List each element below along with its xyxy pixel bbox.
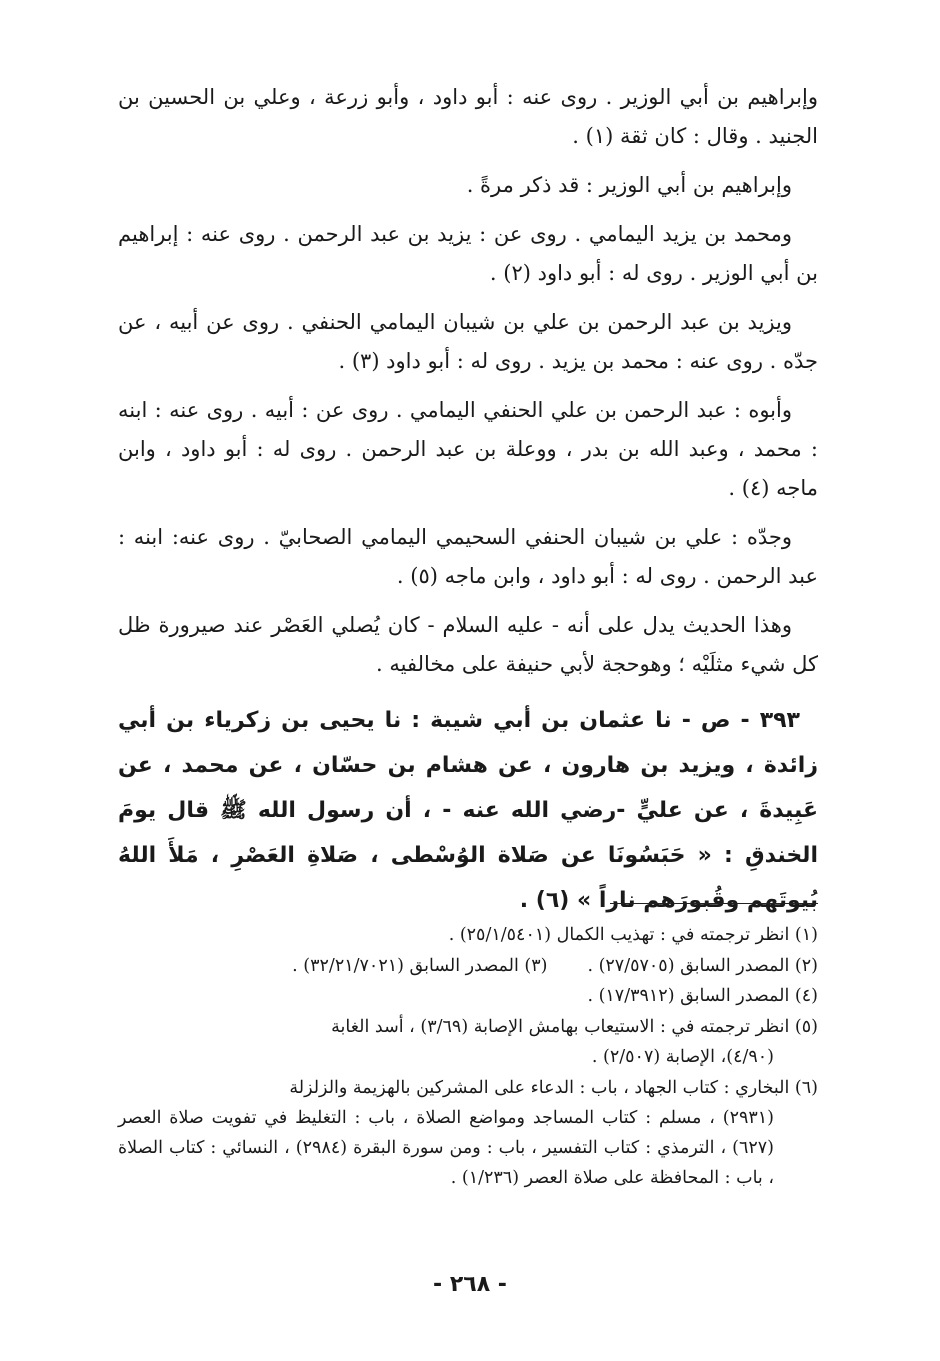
footnote-6-line-1: (٦) البخاري : كتاب الجهاد ، باب : الدعاء على المشركين بالهزيمة والزلزلة — [289, 1078, 818, 1098]
footnote-5 — [118, 1012, 818, 1072]
paragraph-yazid: ويزيد بن عبد الرحمن بن علي بن شيبان اليمامي الحنفي . روى عن أبيه ، عن جدّه . روى عنه : محمد بن يزيد . روى له : أبو داود (٣) . — [118, 310, 818, 373]
footnote-5-line-2: (٤/٩٠)، الإصابة (٢/٥٠٧) . — [591, 1047, 774, 1067]
footnote-6-continuation: (٢٩٣١) ، مسلم : كتاب المساجد ومواضع الصلاة ، باب : التغليظ في تفويت صلاة العصر (٦٢٧) ، الترمذي : كتاب التفسير ، باب : ومن سورة البقرة (٢٩٨٤) ، النسائي : كتاب الصلاة ، باب : المحافظة على صلاة العصر (١/٢٣٦) . — [118, 1108, 774, 1188]
footnotes — [118, 920, 818, 1194]
hadith-text: ٣٩٣ - ص - نا عثمان بن أبي شيبة : نا يحيى بن زكرياء بن أبي زائدة ، ويزيد بن هارون ، عن هشام بن حسّان ، عن محمد ، عن عَبِيدةَ ، عن عليٍّ -رضي الله عنه - ، أن رسول الله ﷺ قال يومَ الخندقِ : « حَبَسُونَا عن صَلاة الوُسْطى ، صَلاةِ العَصْرِ ، مَلأَ اللهُ بُيوتَهم وقُبورَهم ناراً » (٦) . — [118, 708, 818, 913]
paragraph-muhammad: ومحمد بن يزيد اليمامي . روى عن : يزيد بن عبد الرحمن . روى عنه : إبراهيم بن أبي الوزير . روى له : أبو داود (٢) . — [118, 222, 818, 285]
footnote-6 — [118, 1073, 818, 1193]
page-number: - ٢٦٨ - — [433, 1272, 507, 1297]
paragraph-commentary: وهذا الحديث يدل على أنه - عليه السلام - كان يُصلي العَصْر عند صيرورة ظل كل شيء مثلَيْه ؛ وهوحجة لأبي حنيفة على مخالفيه . — [118, 613, 818, 676]
paragraph-ibrahim-note: وإبراهيم بن أبي الوزير : قد ذكر مرةً . — [466, 173, 792, 197]
footnote-2: (٢) المصدر السابق (٢٧/٥٧٠٥) . — [587, 956, 818, 976]
footnote-3: (٣) المصدر السابق (٣٢/٢١/٧٠٢١) . — [292, 956, 548, 976]
footnote-1: (١) انظر ترجمته في : تهذيب الكمال (٢٥/١/٥٤٠١) . — [448, 925, 818, 945]
main-text — [118, 78, 818, 923]
paragraph-father: وأبوه : عبد الرحمن بن علي الحنفي اليمامي . روى عن : أبيه . روى عنه : ابنه : محمد ، وعبد الله بن بدر ، ووعلة بن عبد الرحمن . روى له : أبو داود ، وابن ماجه (٤) . — [118, 398, 818, 500]
footnote-4: (٤) المصدر السابق (١٧/٣٩١٢) . — [587, 986, 818, 1006]
paragraph-grandfather: وجدّه : علي بن شيبان الحنفي السحيمي اليمامي الصحابيّ . روى عنه: ابنه : عبد الرحمن . روى له : أبو داود ، وابن ماجه (٥) . — [118, 525, 818, 588]
paragraph-ibrahim: وإبراهيم بن أبي الوزير . روى عنه : أبو داود ، وأبو زرعة ، وعلي بن الحسين بن الجنيد . وقال : كان ثقة (١) . — [118, 85, 818, 148]
footnote-5-line-1: (٥) انظر ترجمته في : الاستيعاب بهامش الإصابة (٣/٦٩) ، أسد الغابة — [331, 1017, 818, 1037]
footnote-row-2-3 — [118, 951, 818, 981]
footnote-separator — [610, 903, 818, 904]
